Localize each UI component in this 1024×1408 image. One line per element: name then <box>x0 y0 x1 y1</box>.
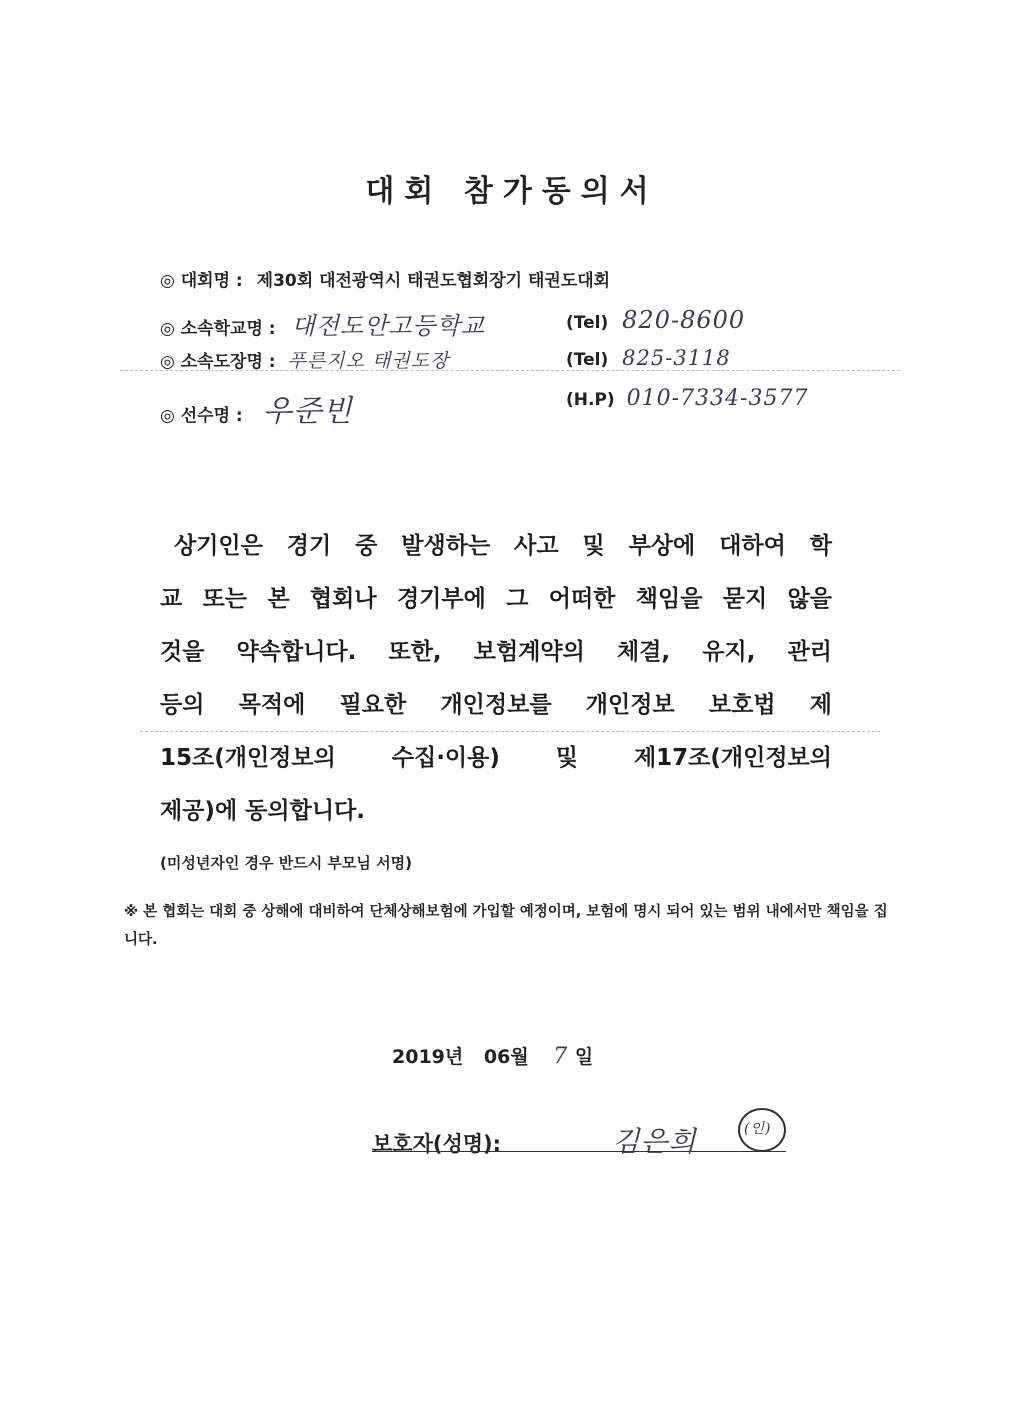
dojang-tel-label: (Tel) <box>566 350 609 370</box>
competition-row <box>160 266 610 291</box>
consent-body-line: 교 또는 본 협회나 경기부에 그 어떠한 책임을 묻지 않을 <box>160 586 832 612</box>
date-day-label: 일 <box>574 1046 594 1068</box>
date-month: 06월 <box>483 1046 529 1068</box>
school-tel <box>566 306 745 334</box>
seal-stamp-text: (인) <box>744 1121 772 1137</box>
guardian-name-handwritten: 김은희 <box>612 1125 697 1158</box>
consent-body-line: 15조(개인정보의 수집·이용) 및 제17조(개인정보의 <box>160 745 832 771</box>
competition-label: ◎ 대회명 : <box>160 271 243 291</box>
competition-value: 제30회 대전광역시 태권도협회장기 태권도대회 <box>256 271 611 291</box>
school-value-handwritten: 대전도안고등학교 <box>291 312 485 340</box>
insurance-note: ※ 본 협회는 대회 중 상해에 대비하여 단체상해보험에 가입할 예정이며, 보험에 명시 되어 있는 범위 내에서만 책임을 집니다. <box>124 904 888 948</box>
consent-body <box>160 520 832 838</box>
consent-body-line: 상기인은 경기 중 발생하는 사고 및 부상에 대하여 학 <box>174 533 832 559</box>
school-tel-value-handwritten: 820-8600 <box>622 306 746 334</box>
signature-underline <box>372 1151 786 1152</box>
document-title: 대회 참가동의서 <box>365 174 659 209</box>
dojang-tel <box>566 346 731 370</box>
consent-body-line: 등의 목적에 필요한 개인정보를 개인정보 보호법 제 <box>160 692 832 718</box>
guardian-label: 보호자(성명): <box>372 1132 502 1156</box>
dojang-value-handwritten: 푸른지오 태권도장 <box>287 350 450 372</box>
dojang-row <box>160 346 449 373</box>
consent-body-line: 제공)에 동의합니다. <box>160 798 366 824</box>
consent-body-line: 것을 약속합니다. 또한, 보험계약의 체결, 유지, 관리 <box>160 639 832 665</box>
player-label: ◎ 선수명 : <box>160 406 243 426</box>
date-year: 2019년 <box>392 1046 464 1068</box>
school-tel-label: (Tel) <box>566 313 609 333</box>
signing-date <box>392 1042 593 1069</box>
guardian-signature-row <box>372 1120 697 1160</box>
dojang-label: ◎ 소속도장명 : <box>160 352 276 372</box>
dojang-tel-value-handwritten: 825-3118 <box>622 346 731 370</box>
player-value-handwritten: 우준빈 <box>262 394 353 429</box>
minor-guardian-note: (미성년자인 경우 반드시 부모님 서명) <box>160 854 412 872</box>
hp-label: (H.P) <box>566 390 615 410</box>
date-day-handwritten: 7 <box>553 1044 569 1069</box>
player-row <box>160 386 353 430</box>
school-label: ◎ 소속학교명 : <box>160 319 276 339</box>
seal-stamp <box>738 1108 786 1152</box>
school-row <box>160 306 485 341</box>
player-hp <box>566 386 808 411</box>
hp-value-handwritten: 010-7334-3577 <box>626 386 809 411</box>
